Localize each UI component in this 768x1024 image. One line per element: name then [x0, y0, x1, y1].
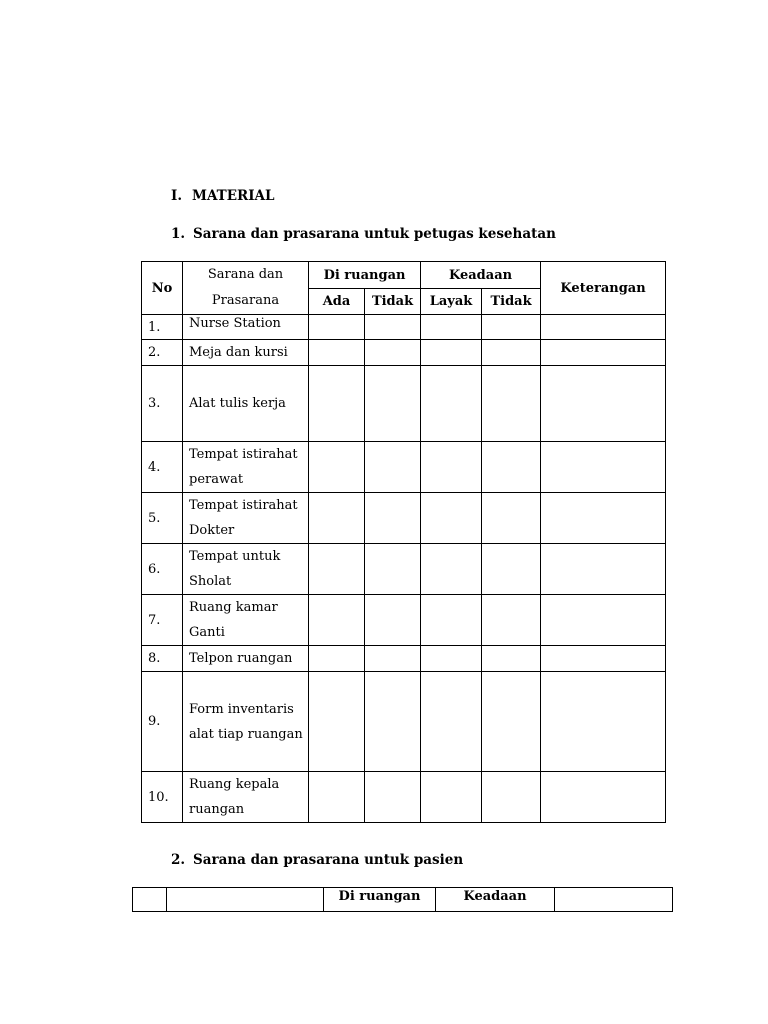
- cell-tidak-2: [482, 646, 541, 672]
- table-row: [142, 646, 666, 672]
- row-item-line1: Tempat untuk: [189, 549, 281, 564]
- cell-keterangan: [541, 595, 666, 646]
- row-item-line2: ruangan: [189, 802, 245, 817]
- row-item: [183, 315, 309, 340]
- row-number: 8.: [142, 646, 183, 672]
- table-row: [142, 442, 666, 493]
- heading-text: Sarana dan prasarana untuk pasien: [193, 852, 464, 868]
- row-item: [183, 442, 309, 493]
- heading-number: 1.: [171, 226, 186, 242]
- table-row: [142, 772, 666, 823]
- cell-tidak-2: [482, 595, 541, 646]
- row-number: 10.: [142, 772, 183, 823]
- cell-ada: [309, 772, 365, 823]
- table-row: [142, 544, 666, 595]
- cell-tidak-2: [482, 315, 541, 340]
- table-row: [142, 672, 666, 772]
- cell-keterangan: [541, 646, 666, 672]
- header-ada: Ada: [309, 289, 365, 315]
- header-keterangan: Keterangan: [541, 262, 666, 315]
- cell-layak: [421, 595, 482, 646]
- row-item-line1: Form inventaris: [189, 701, 294, 717]
- cell-tidak-2: [482, 366, 541, 442]
- header-no: [133, 888, 167, 912]
- row-item: [183, 366, 309, 442]
- heading-text: Sarana dan prasarana untuk petugas kesehatan: [193, 226, 556, 242]
- row-item: [183, 340, 309, 366]
- heading-number: I.: [171, 188, 183, 204]
- cell-tidak-2: [482, 442, 541, 493]
- cell-layak: [421, 672, 482, 772]
- row-item-line2: alat tiap ruangan: [189, 726, 303, 742]
- header-no: No: [142, 262, 183, 315]
- cell-layak: [421, 340, 482, 366]
- cell-tidak: [365, 772, 421, 823]
- cell-keterangan: [541, 442, 666, 493]
- row-item: [183, 672, 309, 772]
- cell-tidak: [365, 366, 421, 442]
- row-item-line2: Sholat: [189, 574, 232, 589]
- header-tidak: Tidak: [365, 289, 421, 315]
- row-item-line2: perawat: [189, 472, 244, 487]
- cell-ada: [309, 672, 365, 772]
- section-heading-material: [171, 188, 275, 204]
- row-item-line1: Tempat istirahat: [189, 498, 298, 513]
- cell-keterangan: [541, 544, 666, 595]
- row-item-line1: Alat tulis kerja: [189, 396, 286, 411]
- cell-ada: [309, 442, 365, 493]
- cell-tidak-2: [482, 493, 541, 544]
- cell-ada: [309, 595, 365, 646]
- table-row: [142, 315, 666, 340]
- cell-keterangan: [541, 672, 666, 772]
- row-number: 5.: [142, 493, 183, 544]
- header-di-ruangan: Di ruangan: [309, 262, 421, 289]
- facilities-staff-table: [141, 261, 666, 823]
- cell-tidak: [365, 672, 421, 772]
- row-number: 6.: [142, 544, 183, 595]
- cell-tidak-2: [482, 772, 541, 823]
- row-item-line1: Meja dan kursi: [189, 345, 288, 360]
- cell-tidak: [365, 442, 421, 493]
- cell-tidak-2: [482, 544, 541, 595]
- cell-ada: [309, 366, 365, 442]
- cell-layak: [421, 493, 482, 544]
- table-row: [142, 493, 666, 544]
- cell-keterangan: [541, 366, 666, 442]
- row-number: 1.: [142, 315, 183, 340]
- row-item-line2: Dokter: [189, 523, 235, 538]
- row-number: 4.: [142, 442, 183, 493]
- cell-ada: [309, 544, 365, 595]
- row-item-line1: Tempat istirahat: [189, 447, 298, 462]
- row-number: 7.: [142, 595, 183, 646]
- table-row: [142, 340, 666, 366]
- cell-layak: [421, 442, 482, 493]
- row-item: [183, 772, 309, 823]
- cell-tidak: [365, 646, 421, 672]
- cell-tidak: [365, 493, 421, 544]
- subsection-heading-1: [171, 226, 556, 242]
- cell-keterangan: [541, 315, 666, 340]
- cell-tidak-2: [482, 672, 541, 772]
- table-row: [142, 366, 666, 442]
- subsection-heading-2: [171, 852, 463, 868]
- cell-layak: [421, 772, 482, 823]
- header-layak: Layak: [421, 289, 482, 315]
- row-item-line1: Ruang kamar: [189, 600, 278, 615]
- cell-tidak: [365, 544, 421, 595]
- header-sarana-line2: Prasarana: [211, 293, 280, 308]
- cell-ada: [309, 340, 365, 366]
- row-item-line1: Ruang kepala: [189, 777, 280, 792]
- cell-keterangan: [541, 340, 666, 366]
- cell-layak: [421, 646, 482, 672]
- cell-layak: [421, 544, 482, 595]
- header-di-ruangan: Di ruangan: [324, 888, 436, 912]
- row-item: [183, 493, 309, 544]
- header-sarana-line1: Sarana dan: [207, 267, 284, 282]
- header-keadaan: Keadaan: [421, 262, 541, 289]
- row-item: [183, 544, 309, 595]
- cell-tidak: [365, 340, 421, 366]
- row-item-line1: Telpon ruangan: [189, 651, 293, 666]
- cell-tidak: [365, 595, 421, 646]
- heading-text: MATERIAL: [192, 188, 275, 204]
- row-item: [183, 595, 309, 646]
- cell-layak: [421, 366, 482, 442]
- cell-keterangan: [541, 772, 666, 823]
- heading-number: 2.: [171, 852, 186, 868]
- cell-tidak-2: [482, 340, 541, 366]
- row-number: 9.: [142, 672, 183, 772]
- cell-ada: [309, 493, 365, 544]
- header-keadaan: Keadaan: [436, 888, 555, 912]
- cell-keterangan: [541, 493, 666, 544]
- row-item: [183, 646, 309, 672]
- header-tidak-2: Tidak: [482, 289, 541, 315]
- header-sarana: [167, 888, 324, 912]
- cell-tidak: [365, 315, 421, 340]
- row-number: 3.: [142, 366, 183, 442]
- row-item-line2: Ganti: [189, 625, 225, 640]
- cell-layak: [421, 315, 482, 340]
- table-row: [142, 595, 666, 646]
- cell-ada: [309, 646, 365, 672]
- header-keterangan: [555, 888, 673, 912]
- row-number: 2.: [142, 340, 183, 366]
- cell-ada: [309, 315, 365, 340]
- row-item-line1: Nurse Station: [189, 315, 281, 331]
- header-sarana: [183, 262, 309, 315]
- facilities-patient-table: [132, 887, 673, 912]
